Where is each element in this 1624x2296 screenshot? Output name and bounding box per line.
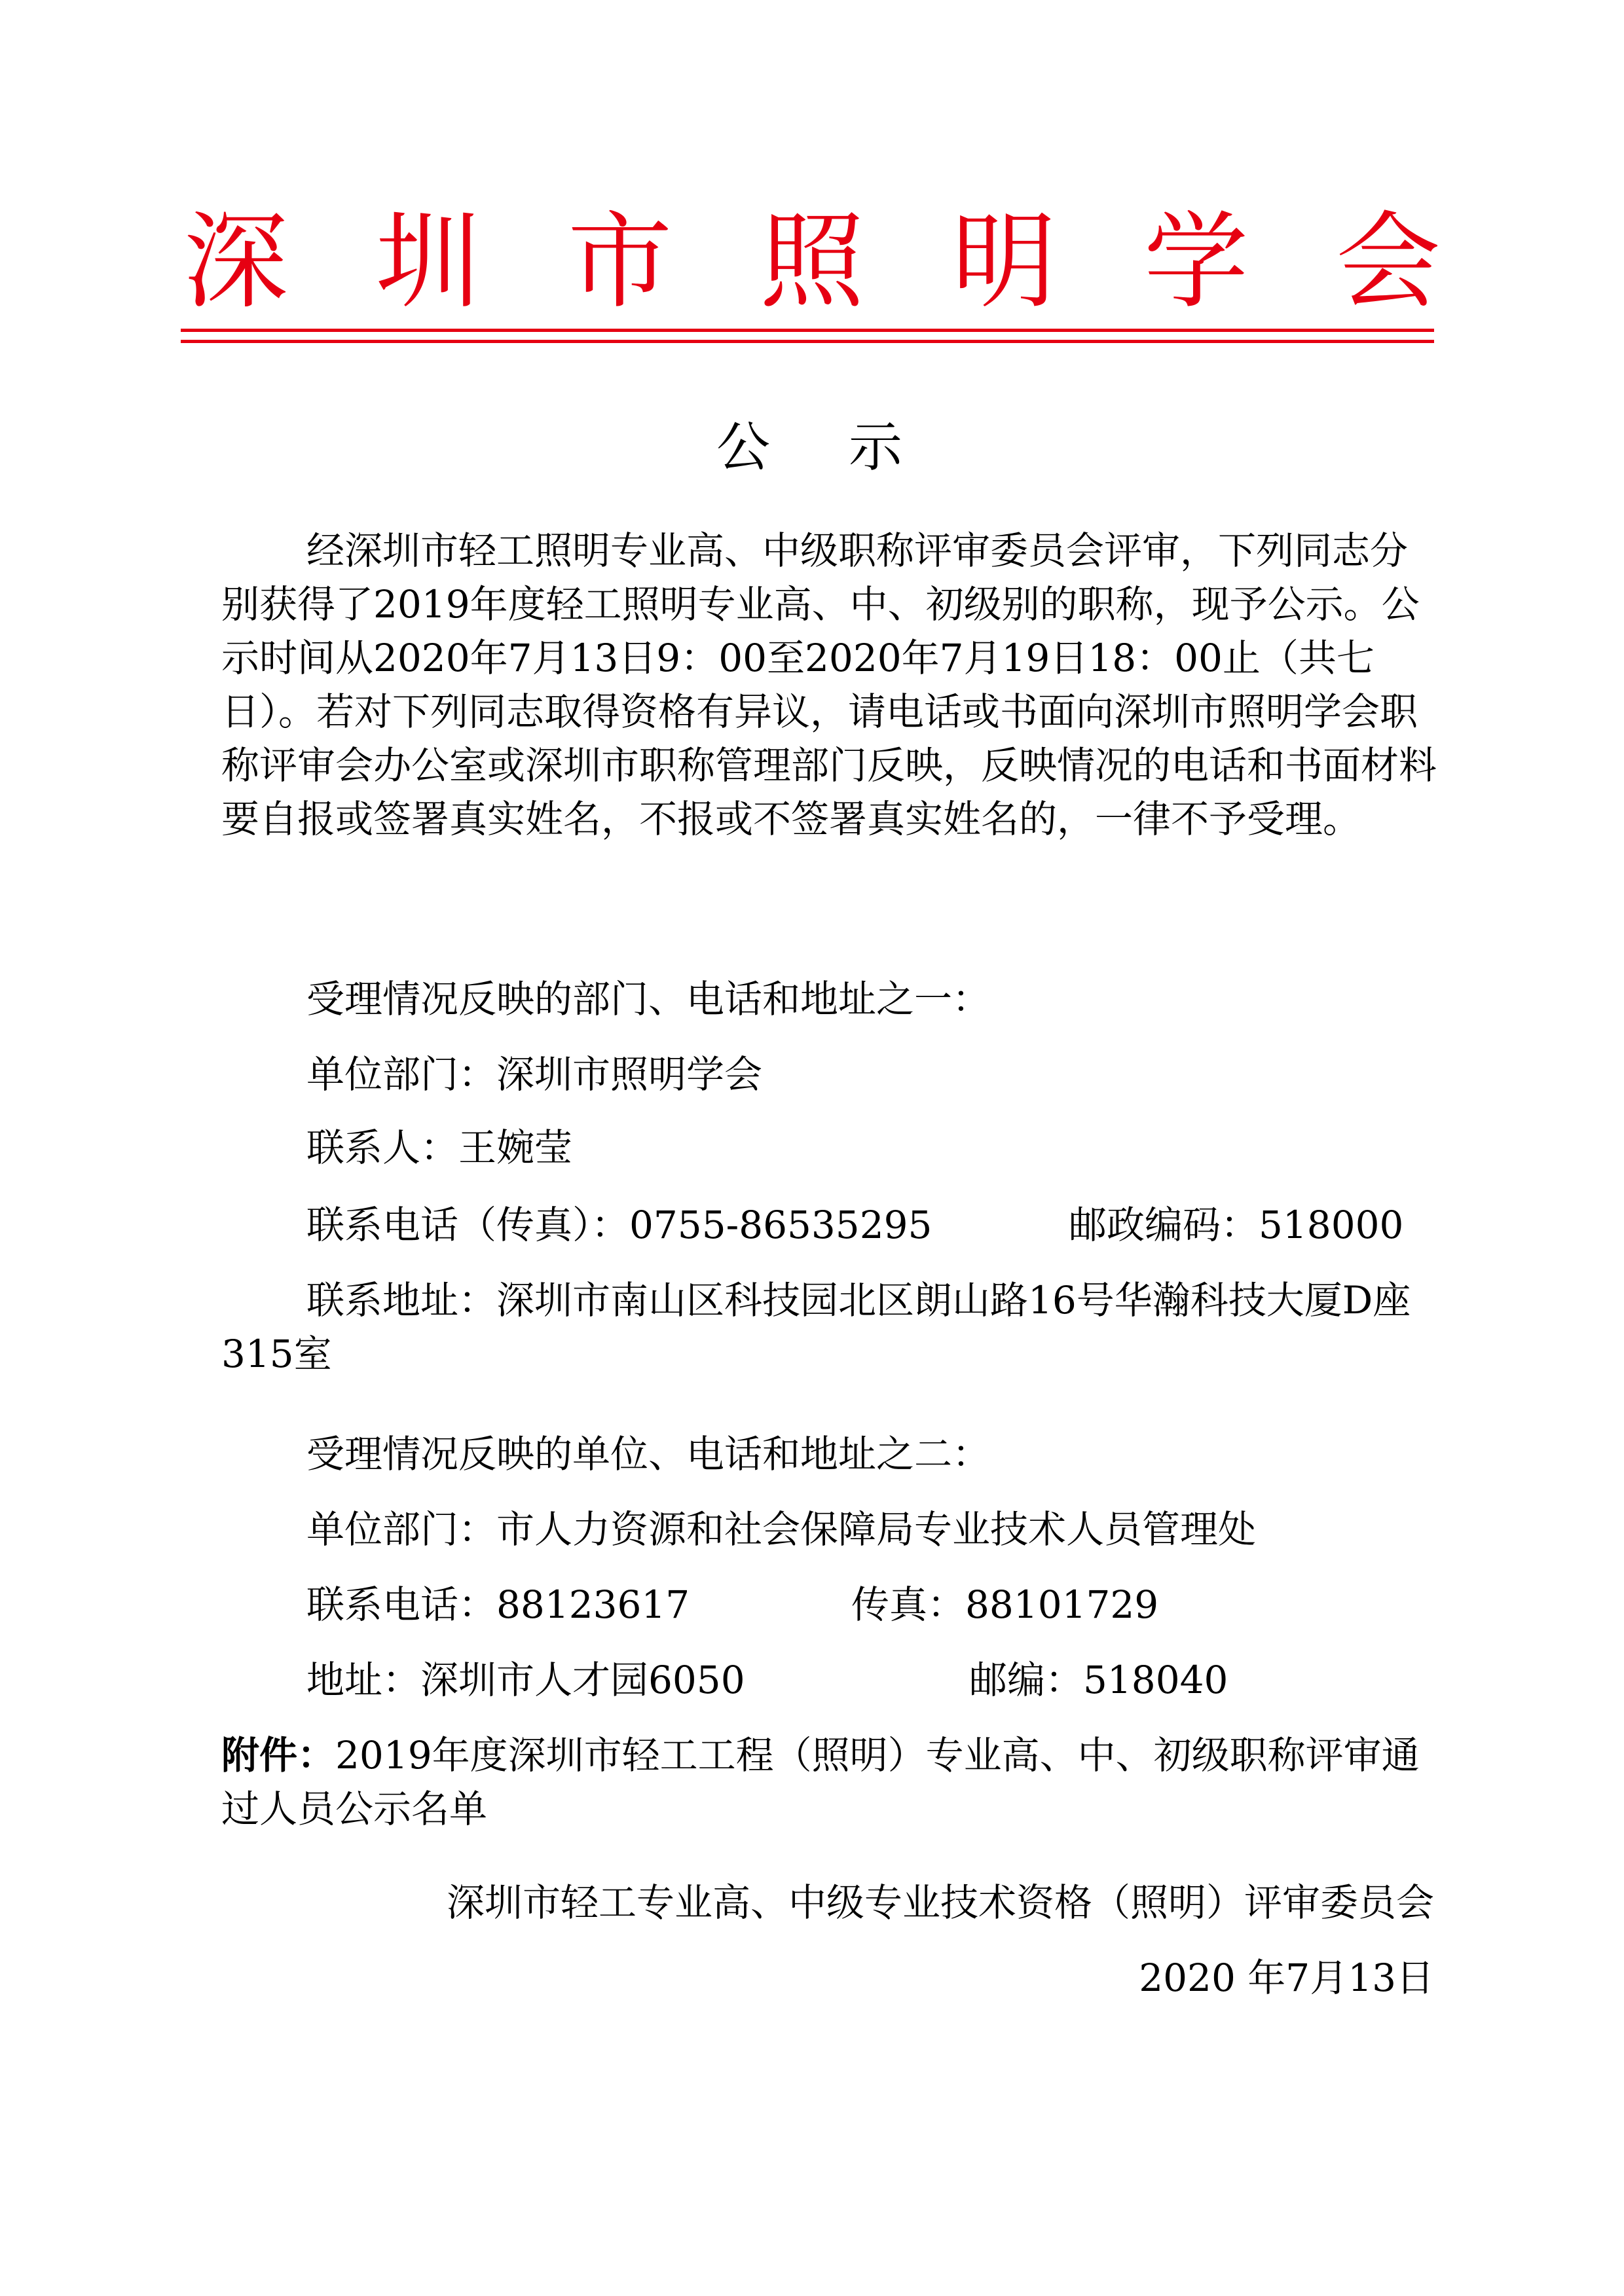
- contact1-postcode: 邮政编码：518000: [1069, 1203, 1404, 1247]
- issue-date: 2020 年7月13日: [1139, 1956, 1434, 2000]
- attachment-text: 2019年度深圳市轻工工程（照明）专业高、中、初级职称评审通过人员公示名单: [221, 1733, 1420, 1831]
- org-title-char: 学: [1143, 200, 1249, 323]
- document-title: 公示: [716, 416, 982, 479]
- contact2-heading: 受理情况反映的单位、电话和地址之二：: [306, 1432, 991, 1476]
- contact1-heading: 受理情况反映的部门、电话和地址之一：: [306, 977, 991, 1021]
- issuer-signature: 深圳市轻工专业高、中级专业技术资格（照明）评审委员会: [446, 1880, 1434, 1925]
- attachment-note: [221, 1728, 1439, 1836]
- contact2-fax: 传真：88101729: [851, 1582, 1159, 1627]
- org-title-char: 深: [183, 200, 289, 323]
- contact2-phone: 联系电话：88123617: [306, 1582, 690, 1627]
- org-title-char: 明: [951, 200, 1057, 323]
- header-rule-thick: [181, 340, 1434, 343]
- organization-title: [183, 196, 1441, 327]
- contact1-person: 联系人：王婉莹: [306, 1125, 573, 1170]
- org-title-char: 圳: [375, 200, 481, 323]
- org-title-char: 会: [1335, 200, 1441, 323]
- header-rule-thin: [181, 329, 1434, 332]
- notice-paragraph: 经深圳市轻工照明专业高、中级职称评审委员会评审，下列同志分别获得了2019年度轻工照明专业高、中、初级别的职称，现予公示。公示时间从2020年7月13日9：00至2020年7月19日18：00止（共七日）。若对下列同志取得资格有异议，请电话或书面向深圳市照明学会职称评审会办公室或深圳市职称管理部门反映，反映情况的电话和书面材料要自报或签署真实姓名，不报或不签署真实姓名的，一律不予受理。: [221, 528, 1437, 841]
- contact2-address: 地址：深圳市人才园6050: [306, 1658, 745, 1702]
- org-title-char: 照: [759, 200, 864, 323]
- contact1-phone: 联系电话（传真）：0755-86535295: [306, 1203, 932, 1247]
- contact1-address: 联系地址：深圳市南山区科技园北区朗山路16号华瀚科技大厦D座315室: [221, 1278, 1411, 1376]
- attachment-label: 附件：: [221, 1733, 336, 1777]
- contact1-department: 单位部门：深圳市照明学会: [306, 1052, 763, 1097]
- contact2-postcode: 邮编：518040: [969, 1658, 1228, 1702]
- org-title-char: 市: [567, 200, 673, 323]
- contact2-department: 单位部门：市人力资源和社会保障局专业技术人员管理处: [306, 1507, 1257, 1552]
